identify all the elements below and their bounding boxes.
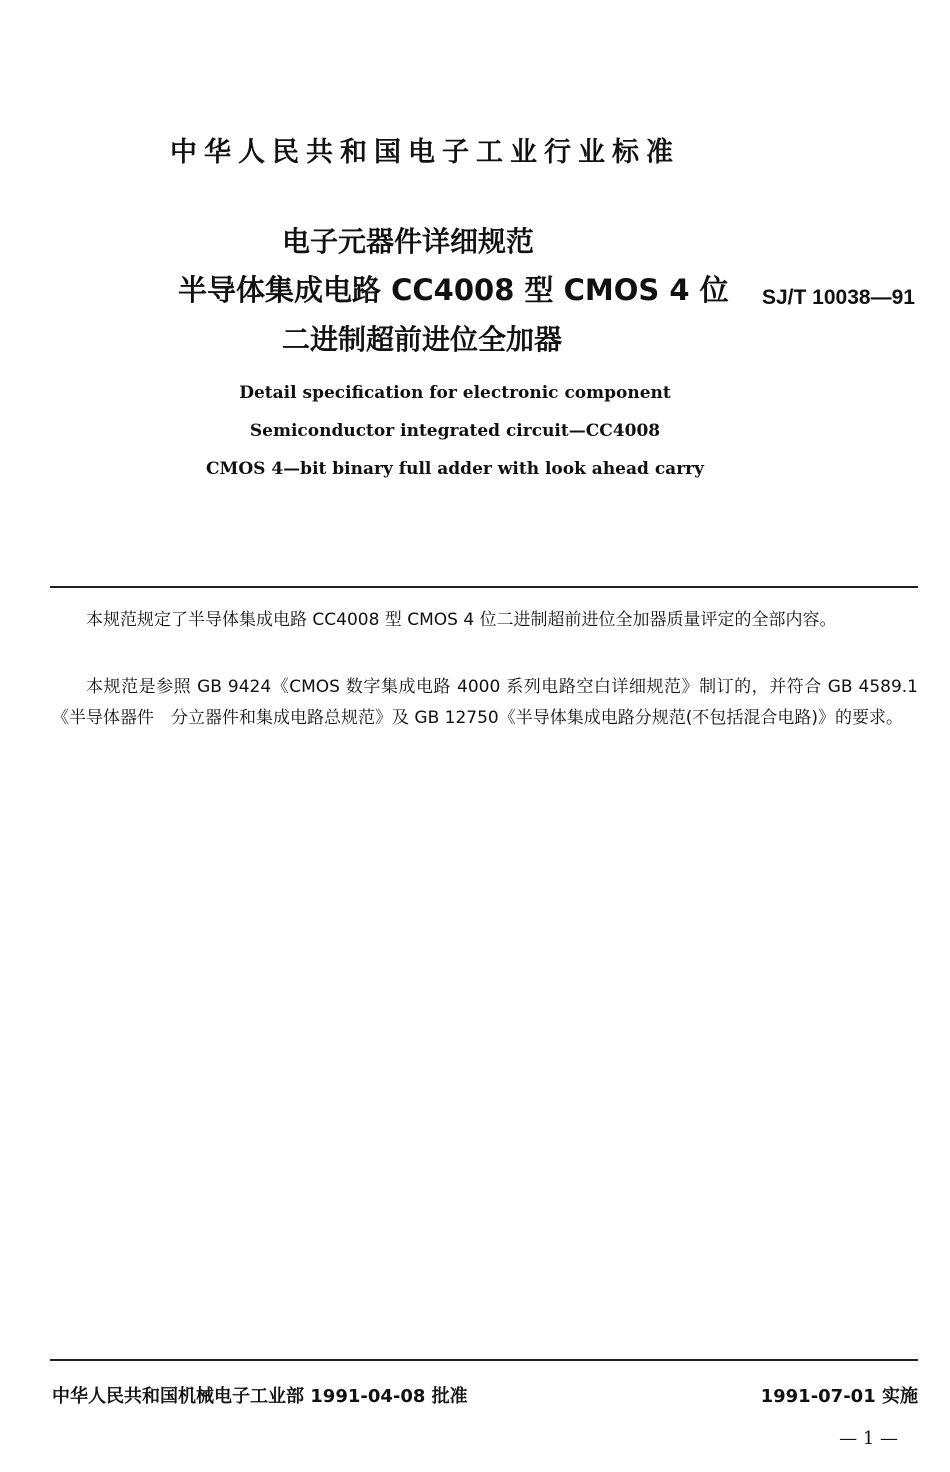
title-cn-line-2: 半导体集成电路 CC4008 型 CMOS 4 位	[178, 273, 729, 307]
top-divider	[50, 586, 918, 588]
title-en-line-1: Detail specification for electronic component	[239, 383, 671, 403]
bottom-divider	[50, 1359, 918, 1361]
effective-date: 1991-07-01 实施	[760, 1386, 918, 1407]
title-cn-line-1: 电子元器件详细规范	[282, 225, 535, 258]
title-en-line-2: Semiconductor integrated circuit—CC4008	[249, 421, 661, 441]
page-number: — 1 —	[839, 1428, 898, 1449]
standard-category-header: 中华人民共和国电子工业行业标准	[170, 137, 680, 168]
standard-number: SJ/T 10038—91	[762, 286, 915, 309]
title-en-line-3: CMOS 4—bit binary full adder with look ahead carry	[206, 459, 704, 479]
title-cn-line-3: 二进制超前进位全加器	[282, 323, 563, 356]
body-paragraph-2	[52, 672, 918, 734]
body-paragraph-1	[52, 605, 918, 636]
paragraph-text: 本规范规定了半导体集成电路 CC4008 型 CMOS 4 位二进制超前进位全加器质量评定的全部内容。	[86, 610, 837, 630]
approval-statement: 中华人民共和国机械电子工业部 1991-04-08 批准	[52, 1386, 468, 1407]
paragraph-text: 本规范是参照 GB 9424《CMOS 数字集成电路 4000 系列电路空白详细规范》制订的，并符合 GB 4589.1《半导体器件 分立器件和集成电路总规范》及 GB 12750《半导体集成电路分规范(不包括混合电路)》的要求。	[52, 677, 918, 728]
